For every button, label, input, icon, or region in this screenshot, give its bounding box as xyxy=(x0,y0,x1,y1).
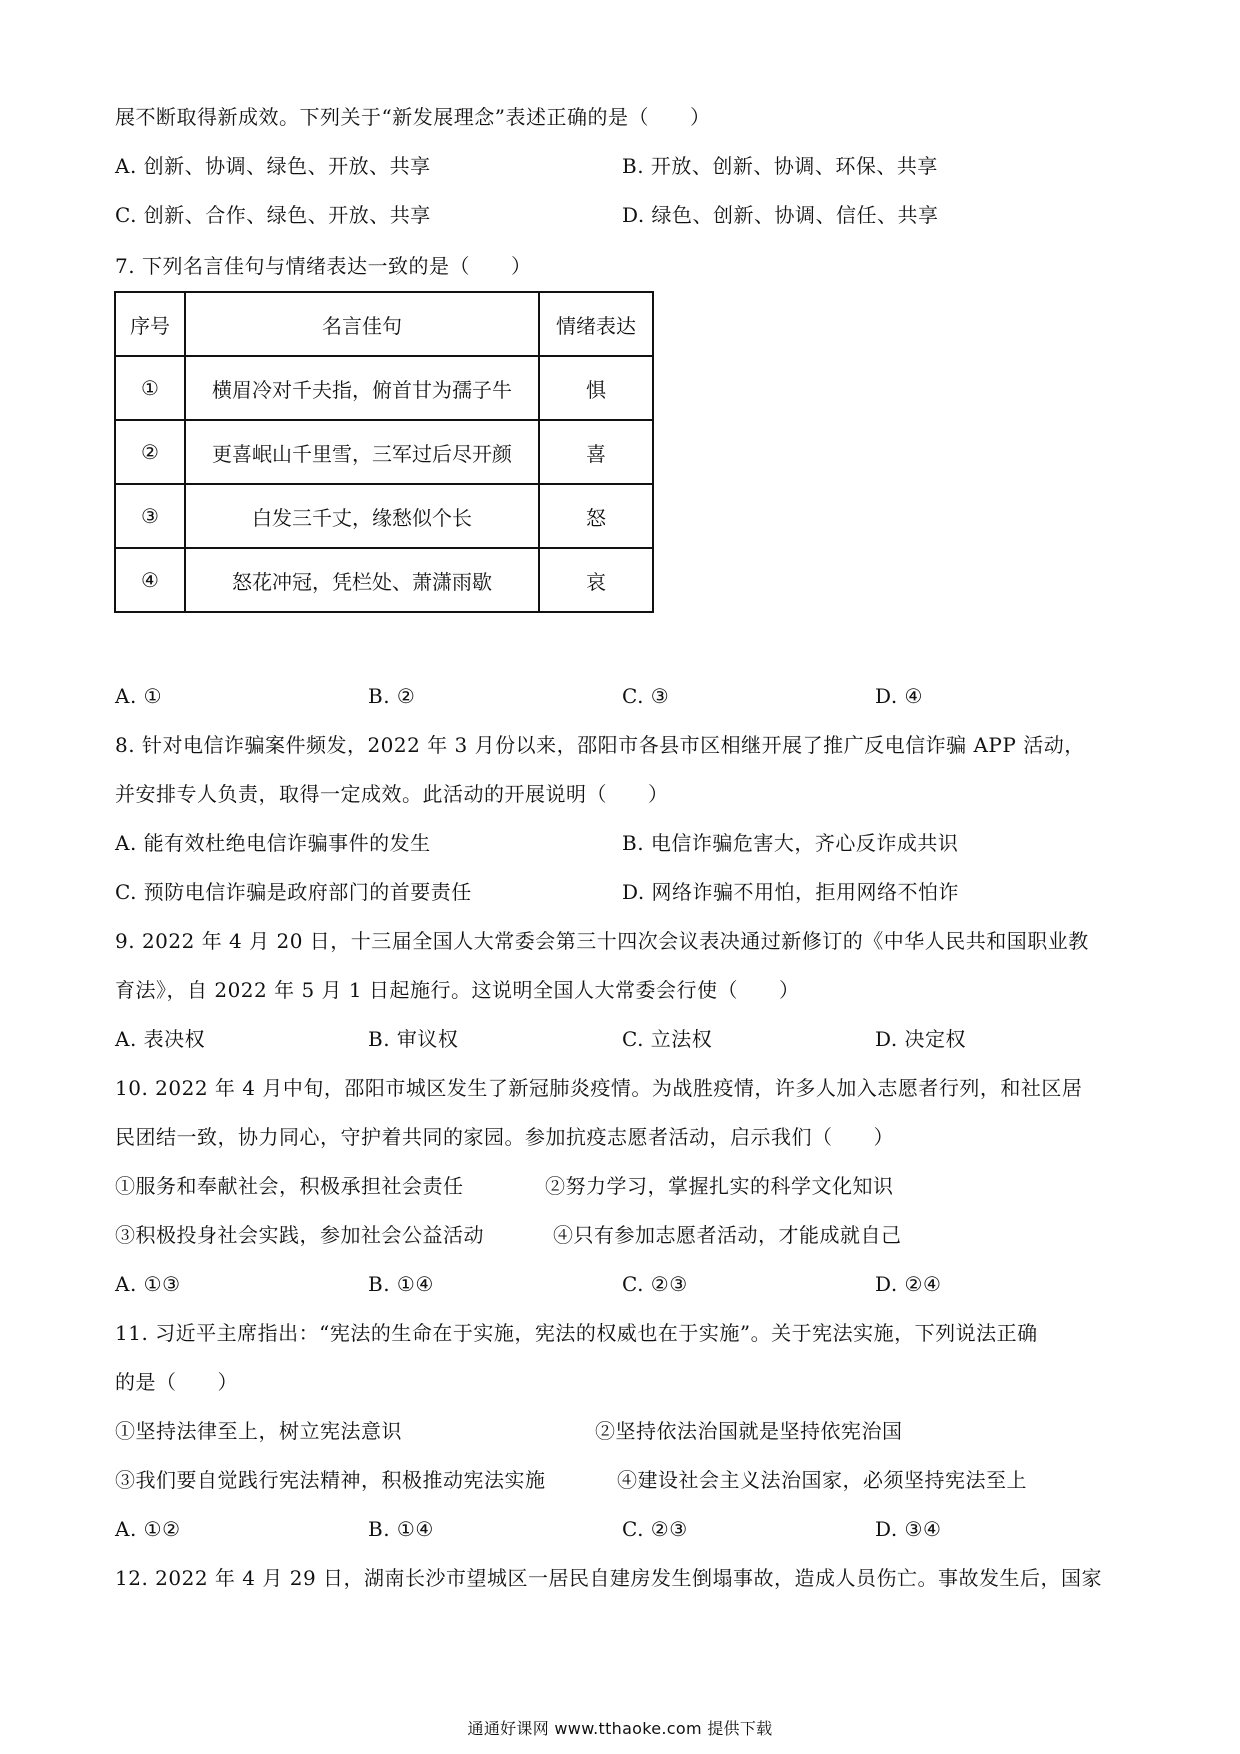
table-cell-number: ① xyxy=(115,356,185,420)
q11-stem-line1: 11. 习近平主席指出：“宪法的生命在于实施，宪法的权威也在于实施”。关于宪法实施，下列说法正确 xyxy=(115,1321,1038,1345)
q11-option-c: C. ②③ xyxy=(622,1517,688,1541)
table-cell-emotion: 怒 xyxy=(539,484,653,548)
table-row xyxy=(115,548,653,612)
q8-stem-line1: 8. 针对电信诈骗案件频发，2022 年 3 月份以来，邵阳市各县市区相继开展了推广反电信诈骗 APP 活动， xyxy=(115,733,1085,757)
q10-item-1: ①服务和奉献社会，积极承担社会责任 xyxy=(115,1174,464,1198)
table-row xyxy=(115,356,653,420)
q9-stem-line2: 育法》，自 2022 年 5 月 1 日起施行。这说明全国人大常委会行使（ ） xyxy=(115,978,800,1002)
q6-stem-tail: 展不断取得新成效。下列关于“新发展理念”表述正确的是（ ） xyxy=(115,105,711,129)
q10-option-b: B. ①④ xyxy=(368,1272,434,1296)
q10-item-2: ②努力学习，掌握扎实的科学文化知识 xyxy=(545,1174,894,1198)
q10-option-a: A. ①③ xyxy=(115,1272,181,1296)
q6-option-c: C. 创新、合作、绿色、开放、共享 xyxy=(115,203,431,227)
table-header-row xyxy=(115,292,653,356)
q9-option-a: A. 表决权 xyxy=(115,1027,206,1051)
table-row xyxy=(115,420,653,484)
q10-option-c: C. ②③ xyxy=(622,1272,688,1296)
q7-option-c: C. ③ xyxy=(622,684,670,708)
q7-option-b: B. ② xyxy=(368,684,416,708)
table-cell-quote: 横眉冷对千夫指，俯首甘为孺子牛 xyxy=(185,356,539,420)
q9-option-d: D. 决定权 xyxy=(875,1027,967,1051)
q8-option-d: D. 网络诈骗不用怕，拒用网络不怕诈 xyxy=(622,880,960,904)
table-cell-number: ② xyxy=(115,420,185,484)
table-cell-number: ③ xyxy=(115,484,185,548)
q7-option-a: A. ① xyxy=(115,684,163,708)
table-cell-emotion: 惧 xyxy=(539,356,653,420)
q9-stem-line1: 9. 2022 年 4 月 20 日，十三届全国人大常委会第三十四次会议表决通过新修订的《中华人民共和国职业教 xyxy=(115,929,1089,953)
q6-option-b: B. 开放、创新、协调、环保、共享 xyxy=(622,154,938,178)
page-footer: 通通好课网 www.tthaoke.com 提供下载 xyxy=(467,1719,773,1738)
table-cell-quote: 白发三千丈，缘愁似个长 xyxy=(185,484,539,548)
q11-item-3: ③我们要自觉践行宪法精神，积极推动宪法实施 xyxy=(115,1468,546,1492)
table-cell-quote: 更喜岷山千里雪，三军过后尽开颜 xyxy=(185,420,539,484)
q11-item-4: ④建设社会主义法治国家，必须坚持宪法至上 xyxy=(617,1468,1027,1492)
q6-option-a: A. 创新、协调、绿色、开放、共享 xyxy=(115,154,431,178)
q9-option-c: C. 立法权 xyxy=(622,1027,713,1051)
q10-item-3: ③积极投身社会实践，参加社会公益活动 xyxy=(115,1223,484,1247)
q8-option-a: A. 能有效杜绝电信诈骗事件的发生 xyxy=(115,831,431,855)
q11-item-1: ①坚持法律至上，树立宪法意识 xyxy=(115,1419,402,1443)
q11-item-2: ②坚持依法治国就是坚持依宪治国 xyxy=(595,1419,903,1443)
table-row xyxy=(115,484,653,548)
table-header-number: 序号 xyxy=(115,292,185,356)
q7-stem: 7. 下列名言佳句与情绪表达一致的是（ ） xyxy=(115,254,532,278)
q11-option-a: A. ①② xyxy=(115,1517,181,1541)
q10-option-d: D. ②④ xyxy=(875,1272,942,1296)
q11-stem-line2: 的是（ ） xyxy=(115,1370,238,1394)
q11-option-d: D. ③④ xyxy=(875,1517,942,1541)
q10-item-4: ④只有参加志愿者活动，才能成就自己 xyxy=(553,1223,902,1247)
q8-option-b: B. 电信诈骗危害大，齐心反诈成共识 xyxy=(622,831,959,855)
q10-stem-line1: 10. 2022 年 4 月中旬，邵阳市城区发生了新冠肺炎疫情。为战胜疫情，许多人加入志愿者行列，和社区居 xyxy=(115,1076,1083,1100)
table-cell-number: ④ xyxy=(115,548,185,612)
q12-stem-line1: 12. 2022 年 4 月 29 日，湖南长沙市望城区一居民自建房发生倒塌事故，造成人员伤亡。事故发生后，国家 xyxy=(115,1566,1103,1590)
q10-stem-line2: 民团结一致，协力同心，守护着共同的家园。参加抗疫志愿者活动，启示我们（ ） xyxy=(115,1125,894,1149)
table-header-emotion: 情绪表达 xyxy=(539,292,653,356)
q8-stem-line2: 并安排专人负责，取得一定成效。此活动的开展说明（ ） xyxy=(115,782,669,806)
quote-emotion-table xyxy=(114,291,654,613)
table-cell-emotion: 哀 xyxy=(539,548,653,612)
q11-option-b: B. ①④ xyxy=(368,1517,434,1541)
q8-option-c: C. 预防电信诈骗是政府部门的首要责任 xyxy=(115,880,472,904)
q9-option-b: B. 审议权 xyxy=(368,1027,459,1051)
table-header-quote: 名言佳句 xyxy=(185,292,539,356)
table-cell-emotion: 喜 xyxy=(539,420,653,484)
q6-option-d: D. 绿色、创新、协调、信任、共享 xyxy=(622,203,939,227)
table-cell-quote: 怒花冲冠，凭栏处、萧潇雨歇 xyxy=(185,548,539,612)
q7-option-d: D. ④ xyxy=(875,684,923,708)
